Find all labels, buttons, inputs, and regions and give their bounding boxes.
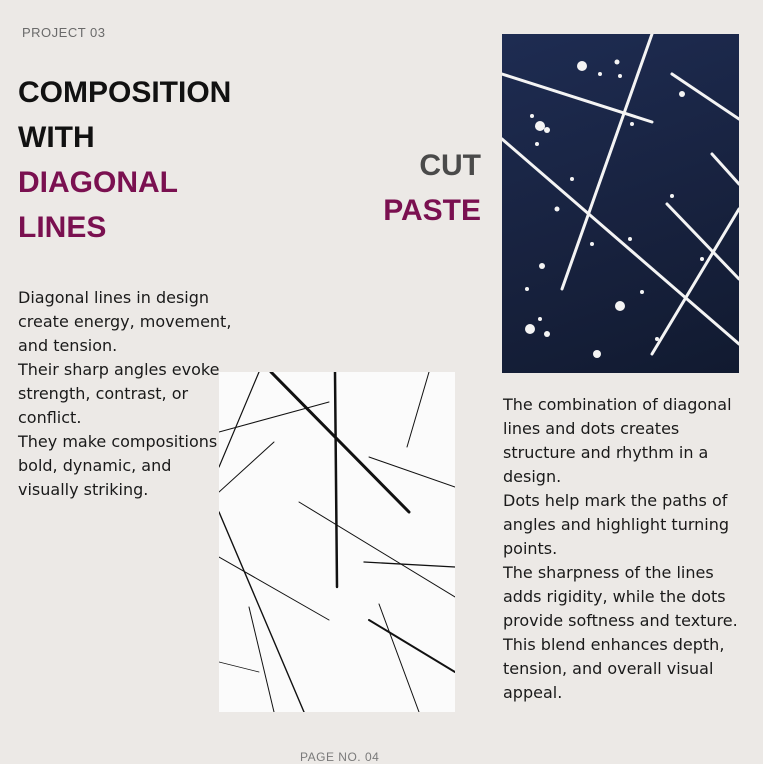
light-artwork-graphic	[219, 372, 455, 712]
paste-label: PASTE	[383, 194, 481, 227]
page-number: PAGE NO. 04	[300, 750, 380, 764]
paragraph-right: The combination of diagonal lines and dots creates structure and rhythm in a design. Dots help mark the paths of angles and highlight turning points. The sharpness of the lines adds rigidity, while the dots provide softness and texture. This blend enhances depth, tension, and overall visual appeal.	[503, 395, 738, 702]
dark-artwork-image	[502, 34, 739, 373]
title-line-3: DIAGONAL	[18, 166, 178, 199]
page-title	[18, 70, 231, 250]
title-line-2: WITH	[18, 121, 95, 154]
cut-paste-heading	[383, 143, 481, 233]
cut-label: CUT	[419, 149, 481, 182]
title-line-4: LINES	[18, 211, 107, 244]
dark-artwork-graphic	[502, 34, 739, 373]
light-artwork-image	[219, 372, 455, 712]
paragraph-left: Diagonal lines in design create energy, movement, and tension. Their sharp angles evoke strength, contrast, or conflict. They make compositions bold, dynamic, and visually striking.	[18, 288, 232, 499]
title-line-1: COMPOSITION	[18, 76, 232, 109]
project-label: PROJECT 03	[22, 25, 106, 40]
